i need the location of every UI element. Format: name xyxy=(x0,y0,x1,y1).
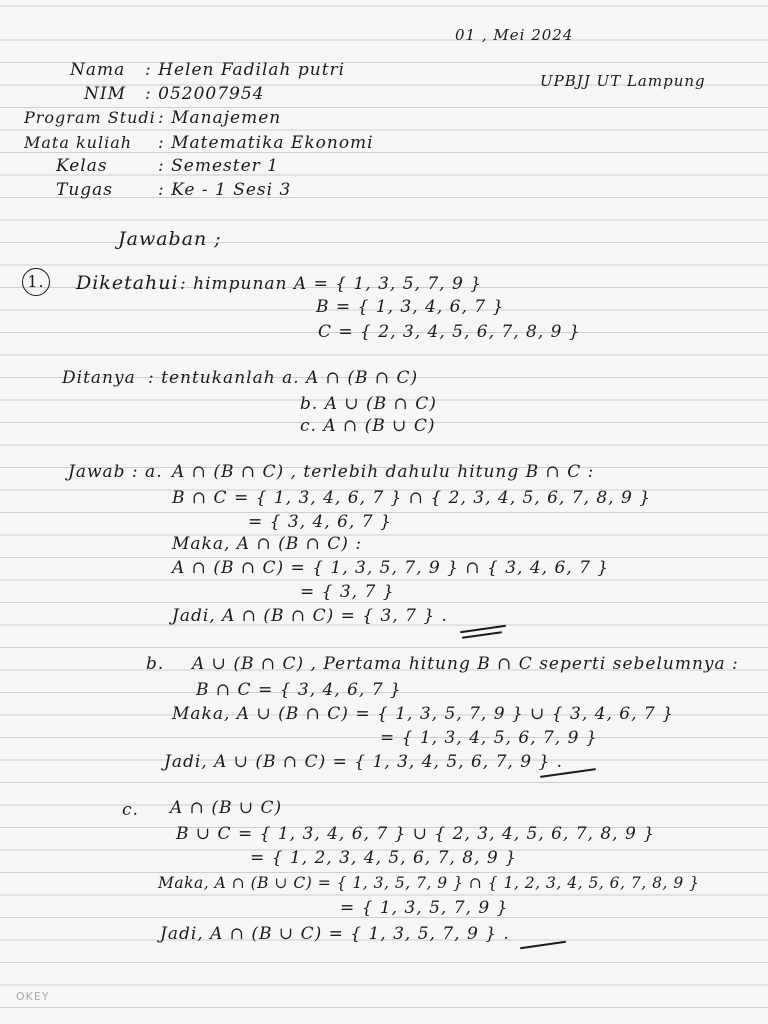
campus-text: UPBJJ UT Lampung xyxy=(540,72,706,90)
answer-b-line3: Maka, A ∪ (B ∩ C) = { 1, 3, 5, 7, 9 } ∪ { 3, 4, 6, 7 } xyxy=(172,704,674,724)
answer-c-line4: Maka, A ∩ (B ∪ C) = { 1, 3, 5, 7, 9 } ∩ { 1, 2, 3, 4, 5, 6, 7, 8, 9 } xyxy=(158,874,700,892)
answer-b-label: b. xyxy=(146,654,165,674)
jawaban-title: Jawaban ; xyxy=(118,228,222,250)
answer-c-line2: B ∪ C = { 1, 3, 4, 6, 7 } ∪ { 2, 3, 4, 5, 6, 7, 8, 9 } xyxy=(176,824,656,844)
answer-c-line1: A ∩ (B ∪ C) xyxy=(170,798,283,818)
answer-c-line6: Jadi, A ∩ (B ∪ C) = { 1, 3, 5, 7, 9 } . xyxy=(160,924,510,944)
ditanya-label: Ditanya xyxy=(62,368,136,388)
answer-a-label: Jawab : a. xyxy=(68,462,163,482)
answer-c-underline xyxy=(520,941,566,949)
nama-value: : Helen Fadilah putri xyxy=(145,60,346,80)
kelas-value: : Semester 1 xyxy=(158,156,279,176)
tugas-label: Tugas xyxy=(56,180,114,200)
answer-a-line1: A ∩ (B ∩ C) , terlebih dahulu hitung B ∩ C : xyxy=(172,462,595,482)
set-b: B = { 1, 3, 4, 6, 7 } xyxy=(316,297,505,317)
matkul-label: Mata kuliah xyxy=(24,133,133,152)
answer-a-line5: A ∩ (B ∩ C) = { 1, 3, 5, 7, 9 } ∩ { 3, 4, 6, 7 } xyxy=(172,558,610,578)
answer-b-line1: A ∪ (B ∩ C) , Pertama hitung B ∩ C seperti sebelumnya : xyxy=(192,654,739,674)
answer-c-line3: = { 1, 2, 3, 4, 5, 6, 7, 8, 9 } xyxy=(250,848,517,868)
answer-b-line5: Jadi, A ∪ (B ∩ C) = { 1, 3, 4, 5, 6, 7, 9 } . xyxy=(164,752,564,772)
ditanya-text: : tentukanlah a. A ∩ (B ∩ C) xyxy=(148,368,419,388)
set-c: C = { 2, 3, 4, 5, 6, 7, 8, 9 } xyxy=(318,322,581,342)
nim-value: : 052007954 xyxy=(145,84,265,104)
question-number xyxy=(22,268,50,296)
answer-a-line3: = { 3, 4, 6, 7 } xyxy=(248,512,392,532)
date-text: 01 , Mei 2024 xyxy=(455,26,574,44)
notebook-brand-logo: OKEY xyxy=(16,990,50,1003)
matkul-value: : Matematika Ekonomi xyxy=(158,133,374,153)
prodi-label: Program Studi xyxy=(24,108,156,127)
answer-a-line4: Maka, A ∩ (B ∩ C) : xyxy=(172,534,363,554)
ditanya-b: b. A ∪ (B ∩ C) xyxy=(300,394,437,414)
diketahui-text: : himpunan A = { 1, 3, 5, 7, 9 } xyxy=(180,274,482,294)
prodi-value: : Manajemen xyxy=(158,108,282,128)
kelas-label: Kelas xyxy=(56,156,108,176)
tugas-value: : Ke - 1 Sesi 3 xyxy=(158,180,292,200)
nama-label: Nama xyxy=(70,60,126,80)
diketahui-label: Diketahui xyxy=(76,272,179,294)
answer-b-line2: B ∩ C = { 3, 4, 6, 7 } xyxy=(196,680,402,700)
answer-a-line7: Jadi, A ∩ (B ∩ C) = { 3, 7 } . xyxy=(172,606,448,626)
answer-c-line5: = { 1, 3, 5, 7, 9 } xyxy=(340,898,509,918)
answer-c-label: c. xyxy=(122,800,139,820)
answer-a-underline-2 xyxy=(462,631,502,639)
ditanya-c: c. A ∩ (B ∪ C) xyxy=(300,416,436,436)
question-number-circle: 1. xyxy=(22,268,50,296)
nim-label: NIM xyxy=(84,84,126,104)
answer-b-line4: = { 1, 3, 4, 5, 6, 7, 9 } xyxy=(380,728,598,748)
answer-a-line6: = { 3, 7 } xyxy=(300,582,395,602)
answer-a-line2: B ∩ C = { 1, 3, 4, 6, 7 } ∩ { 2, 3, 4, 5, 6, 7, 8, 9 } xyxy=(172,488,652,508)
